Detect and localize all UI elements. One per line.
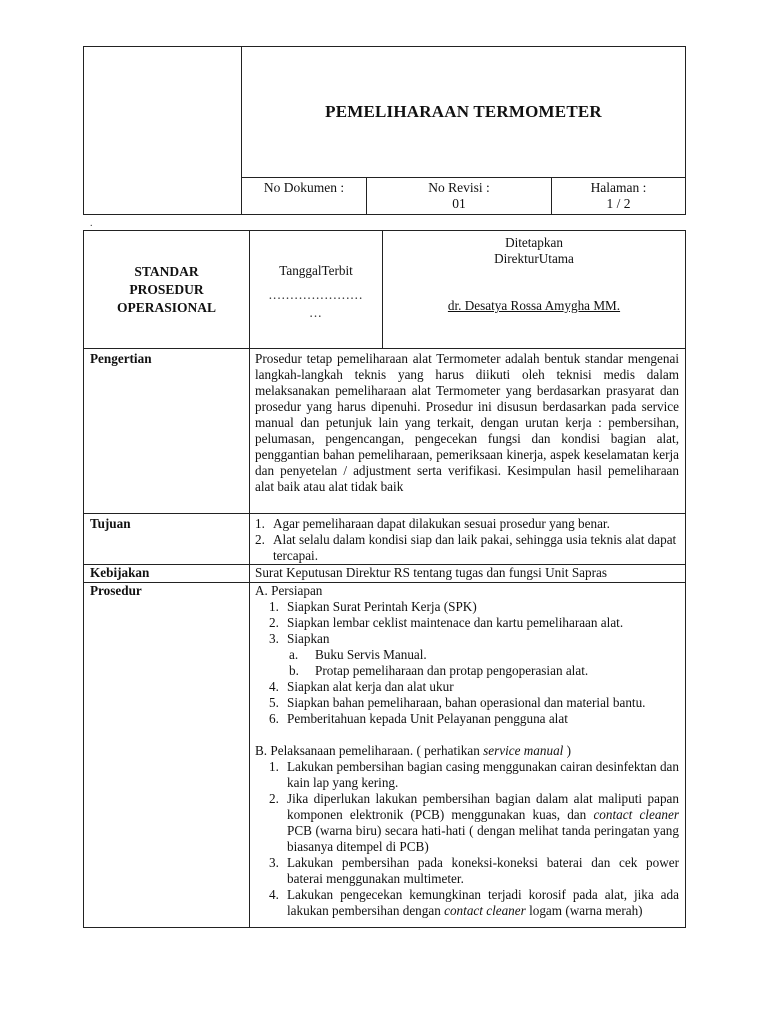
pelaksanaan-title: B. Pelaksanaan pemeliharaan. ( perhatikan service manual ): [255, 743, 572, 758]
tanggal-terbit-dots: ......................: [268, 287, 364, 302]
pelaksanaan-item: 2. Jika diperlukan lakukan pembersihan bagian dalam alat maliputi papan komponen elektronik (PCB) menggunakan kuas, dan contact cleaner PCB (warna biru) secara hati-hati ( dengan melihat tanda peringatan yang biasanya ditempel di PCB): [269, 791, 679, 854]
persiapan-item: 5. Siapkan bahan pemeliharaan, bahan operasional dan material bantu.: [269, 695, 646, 710]
no-dokumen-label: No Dokumen :: [263, 180, 345, 195]
tanggal-terbit-label: TanggalTerbit: [279, 263, 353, 278]
no-revisi-value: 01: [452, 196, 466, 211]
no-dokumen-cell: [242, 178, 367, 215]
sop-main-table: [83, 230, 686, 928]
logo-cell: [84, 47, 242, 215]
ditetapkan-label: Ditetapkan: [505, 235, 563, 250]
halaman-label: Halaman :: [590, 180, 647, 195]
ditetapkan-cell: [383, 231, 686, 349]
pelaksanaan-item: 1. Lakukan pembersihan bagian casing menggunakan cairan desinfektan dan kain lap yang kering.: [269, 759, 679, 790]
tanggal-terbit-cell: [250, 231, 383, 349]
prosedur-content: [250, 583, 686, 928]
pengertian-label: Pengertian: [84, 349, 250, 514]
sop-title-line1: STANDAR: [134, 263, 199, 279]
sop-title-line2: PROSEDUR: [129, 281, 204, 297]
tujuan-item: 1. Agar pemeliharaan dapat dilakukan sesuai prosedur yang benar.: [255, 516, 610, 531]
tujuan-content: [250, 514, 686, 565]
document-header-table: [83, 46, 686, 215]
persiapan-item: 2. Siapkan lembar ceklist maintenace dan kartu pemeliharaan alat.: [269, 615, 624, 630]
document-title: PEMELIHARAAN TERMOMETER: [242, 47, 686, 178]
direktur-utama-label: DirekturUtama: [494, 251, 574, 266]
halaman-value: 1 / 2: [606, 196, 631, 211]
sop-title-line3: OPERASIONAL: [116, 299, 216, 315]
persiapan-item: 4. Siapkan alat kerja dan alat ukur: [269, 679, 454, 694]
persiapan-title: A. Persiapan: [255, 583, 323, 598]
persiapan-subitem: b. Protap pemeliharaan dan protap pengoperasian alat.: [289, 663, 589, 678]
kebijakan-label: Kebijakan: [84, 565, 250, 583]
no-revisi-cell: [367, 178, 552, 215]
tujuan-item: 2. Alat selalu dalam kondisi siap dan laik pakai, sehingga usia teknis alat dapat tercapai.: [255, 532, 677, 563]
pengertian-text: Prosedur tetap pemeliharaan alat Termometer adalah bentuk standar mengenai langkah-langkah teknis yang harus diikuti oleh teknisi medis dalam melaksanakan pemeliharaan alat Termometer yang berdasarkan prasyarat dan prosedur yang harus dipenuhi. Prosedur ini disusun berdasarkan pada service manual dan petunjuk lain yang terkait, dengan urutan kerja : pembersihan, pelumasan, pengencangan, pengecekan fungsi dan kondisi bagian alat, penggantian bahan pemeliharaan, pemeriksaan kinerja, aspek keselamatan kerja dan penyetelan / adjustment serta verifikasi. Kesimpulan hasil pemeliharaan alat baik atau alat tidak baik: [250, 349, 686, 514]
persiapan-item: 6. Pemberitahuan kepada Unit Pelayanan pengguna alat: [269, 711, 568, 726]
pelaksanaan-item: 4. Lakukan pengecekan kemungkinan terjadi korosif pada alat, jika ada lakukan pembersihan dengan contact cleaner logam (warna merah): [269, 887, 679, 918]
halaman-cell: [552, 178, 686, 215]
persiapan-item: 1. Siapkan Surat Perintah Kerja (SPK): [269, 599, 477, 614]
signatory-name: dr. Desatya Rossa Amygha MM.: [447, 298, 621, 313]
kebijakan-text: Surat Keputusan Direktur RS tentang tugas dan fungsi Unit Sapras: [250, 565, 686, 583]
persiapan-subitem: a. Buku Servis Manual.: [289, 647, 427, 662]
prosedur-label: Prosedur: [84, 583, 250, 928]
tanggal-terbit-dots2: ...: [309, 305, 323, 320]
no-revisi-label: No Revisi :: [428, 180, 490, 195]
tujuan-label: Tujuan: [84, 514, 250, 565]
pelaksanaan-item: 3. Lakukan pembersihan pada koneksi-koneksi baterai dan cek power baterai menggunakan multimeter.: [269, 855, 679, 886]
sop-title-cell: [84, 231, 250, 349]
separator-mark: .: [90, 218, 93, 229]
persiapan-item: 3. Siapkan: [269, 631, 330, 646]
